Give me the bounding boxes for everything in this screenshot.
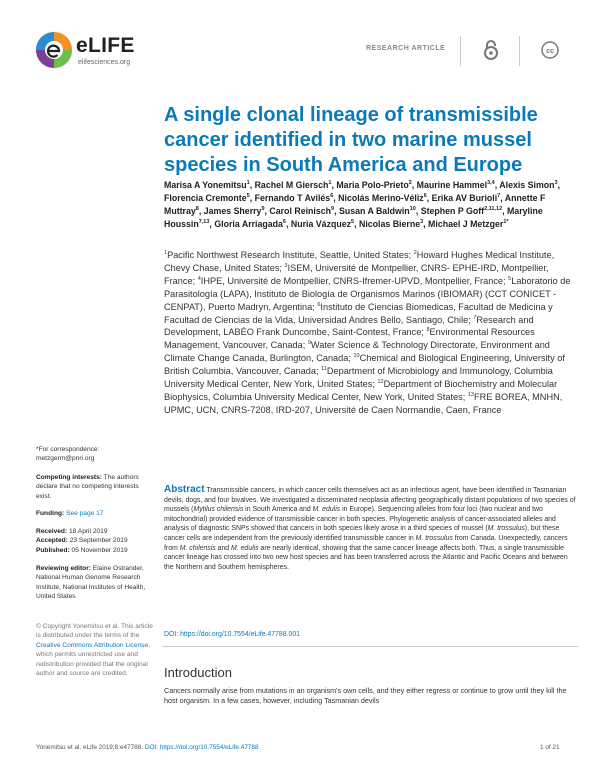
correspondence-email[interactable]: metzgerm@pnri.org [36, 455, 95, 463]
affiliation-text: Department of Biochemistry and Molecular Biophysics, Columbia University Medical Center, New York, United States; [164, 379, 558, 402]
accepted-date: 23 September 2019 [67, 537, 128, 545]
affiliation-list [164, 249, 574, 417]
introduction-text: Cancers normally arise from mutations in an organism's own cells, and they either regress or continue to grow until they kill the host organism. In a few cases, however, including Tasmanian devils [164, 686, 567, 706]
section-heading-introduction: Introduction [164, 665, 232, 680]
affiliation-number: 11 [321, 366, 327, 373]
author-affiliation-marker: 6 [282, 218, 286, 225]
article-type-label: RESEARCH ARTICLE [366, 45, 446, 52]
author-name[interactable]: Stephen P Goff [420, 205, 485, 216]
author-name[interactable]: James Sherry [203, 205, 262, 216]
competing-interests-text: The authors declare that no competing interests exist. [36, 474, 139, 500]
abstract-text: in Europe). Sequencing alleles from four loci (two nuclear and two mitochondrial) provided evidence of transmissible cancer in both species. Phylogenetic analysis of cancer-associated alleles and analysis of diagnostic SNPs showed that cancers in both species likely arose in a third species of mussel ( [164, 506, 556, 533]
affiliation-number: 12 [377, 379, 384, 385]
copyright-block [36, 622, 154, 678]
page-number: 1 of 21 [540, 744, 560, 751]
affiliation-text: ISEM, Université de Montpellier, CNRS- EPHE-IRD, Montpellier, France; [164, 262, 549, 286]
species-name: Mytilus chilensis [193, 506, 244, 514]
author-affiliation-marker: 6 [330, 192, 334, 199]
elife-logo[interactable] [34, 28, 144, 70]
author-affiliation-marker: 3 [420, 218, 424, 225]
published-date: 05 November 2019 [69, 546, 128, 554]
author-name[interactable]: Maryline Houssin [164, 205, 543, 229]
correspondence-block [36, 445, 154, 464]
author-name[interactable]: Florencia Cremonte [164, 192, 247, 203]
header-divider [519, 36, 520, 66]
author-affiliation-marker: 9 [261, 205, 265, 212]
elife-logo-icon [34, 30, 74, 70]
affiliation-text: FRE BOREA, MNHN, UPMC, UCN, CNRS-7208, IRD-207, Université de Caen Normandie, Caen, France [164, 391, 563, 415]
affiliation-text: Water Science & Technology Directorate, Environment and Climate Change Canada, Burlington, Canada; [164, 340, 550, 364]
affiliation-number: 7 [473, 314, 477, 321]
accepted-label: Accepted: [36, 537, 68, 545]
affiliation-text: Howard Hughes Medical Institute, Chevy Chase, United States; [164, 250, 555, 273]
affiliation-number: 13 [467, 391, 474, 398]
affiliation-number: 10 [353, 353, 360, 360]
abstract-text: from Canada. Unexpectedly, cancers from [164, 534, 568, 552]
affiliation-number: 8 [426, 327, 430, 334]
competing-interests-block [36, 473, 154, 501]
affiliation-text: Laboratorio de Parasitología (LAPA), Instituto de Biología de Organismos Marinos (IBIOMAR) (CCT CONICET - CENPAT), Puerto Madryn, Argentina; [164, 275, 571, 312]
author-name[interactable]: Nicolás Merino-Véliz [338, 192, 424, 203]
species-name: M. chilensis [179, 544, 216, 552]
author-name[interactable]: Maurine Hammel [416, 180, 488, 190]
reviewing-editor-text: Elaine Ostrander, National Human Genome Research Institute, National Institutes of Health, United States [36, 565, 146, 601]
header-divider [460, 36, 461, 66]
funding-block [36, 509, 154, 518]
abstract-text: in South America and [243, 506, 313, 514]
species-name: M. edulis [231, 544, 259, 552]
author-affiliation-marker: 2,11,12 [484, 205, 503, 212]
affiliation-text: IHPE, Université de Montpellier, CNRS-Ifremer-UPVD, Montpellier, France; [200, 275, 509, 286]
article-title: A single clonal lineage of transmissible cancer identified in two marine mussel species in South America and Europe [164, 104, 538, 176]
abstract-text: and [215, 544, 232, 552]
affiliation-text: Department of Microbiology and Immunology, Columbia University Medical Center, New York, United States; [164, 366, 553, 390]
affiliation-number: 3 [284, 262, 288, 269]
author-name[interactable]: Maria Polo-Prieto [336, 180, 409, 190]
author-affiliation-marker: 9 [331, 205, 335, 212]
author-affiliation-marker: 3,4 [487, 180, 495, 187]
author-affiliation-marker: 7,13 [198, 218, 210, 225]
species-name: M. edulis [312, 506, 341, 514]
svg-text:cc: cc [546, 47, 554, 55]
footer-citation [36, 744, 259, 751]
author-affiliation-marker: 8 [195, 205, 199, 212]
author-name[interactable]: Alexis Simon [499, 180, 555, 190]
elife-logo-text: eLIFE [76, 34, 135, 57]
elife-url[interactable]: elifesciences.org [78, 59, 131, 66]
author-name[interactable]: Gloria Arriagada [214, 218, 283, 229]
author-affiliation-marker: 6 [423, 192, 427, 199]
funding-label: Funding: [36, 510, 65, 517]
author-affiliation-marker: 10 [409, 205, 416, 212]
author-name[interactable]: Annette F Muttray [164, 192, 546, 216]
creative-commons-icon [541, 41, 559, 59]
abstract-text: ), but these cancer cells are independent from the previously identified transmissible cancer in [164, 525, 560, 542]
author-name[interactable]: Carol Reinisch [269, 205, 332, 216]
received-date: 18 April 2019 [67, 528, 108, 535]
author-name[interactable]: Susan A Baldwin [338, 205, 410, 216]
correspondence-label: *For correspondence: [36, 446, 100, 453]
abstract-doi-link[interactable]: DOI: https://doi.org/10.7554/eLife.47788.001 [164, 631, 300, 638]
affiliation-text: Research and Development, LABÉO Frank Duncombe, Saint-Contest, France; [164, 314, 534, 338]
published-label: Published: [36, 546, 70, 554]
affiliation-text: Pacific Northwest Research Institute, Seattle, United States; [167, 250, 414, 260]
affiliation-text: Chemical and Biological Engineering, University of British Columbia, Vancouver, Canada; [164, 353, 565, 377]
author-affiliation-marker: 1* [503, 218, 509, 225]
author-name[interactable]: Erika AV Burioli [431, 192, 498, 203]
author-name[interactable]: Marisa A Yonemitsu [164, 180, 247, 190]
funding-link[interactable]: See page 17 [66, 510, 104, 517]
affiliation-number: 5 [508, 275, 512, 282]
reviewing-editor-label: Reviewing editor: [36, 565, 91, 572]
author-affiliation-marker: 3 [554, 180, 558, 187]
author-affiliation-marker: 1 [246, 180, 250, 187]
copyright-text: © Copyright Yonemitsu et al. This article is distributed under the terms of the [36, 623, 153, 640]
dates-block [36, 527, 154, 555]
species-name: M. trossulus [415, 534, 453, 542]
author-affiliation-marker: 2 [408, 180, 412, 187]
affiliation-number: 6 [317, 301, 321, 308]
abstract [164, 485, 576, 572]
competing-interests-label: Competing interests: [36, 474, 102, 481]
author-name[interactable]: Michael J Metzger [428, 218, 504, 229]
affiliation-number: 4 [197, 275, 201, 282]
footer-doi-link[interactable]: DOI: https://doi.org/10.7554/eLife.47788 [144, 744, 259, 751]
author-affiliation-marker: 5 [246, 192, 250, 199]
affiliation-text: Instituto de Ciencias Biomedicas, Facultad de Medicina y Facultad de Ciencias de la Vida, Universidad Andres Bello, Santiago, Chile; [164, 301, 553, 325]
author-affiliation-marker: 1 [328, 180, 332, 187]
author-affiliation-marker: 5 [351, 218, 355, 225]
open-access-icon [482, 39, 500, 61]
author-name[interactable]: Rachel M Giersch [254, 180, 329, 190]
affiliation-number: 1 [164, 249, 168, 256]
cc-license-link[interactable]: Creative Commons Attribution License, [36, 641, 150, 649]
abstract-text: Transmissible cancers, in which cancer cells themselves act as an infectious agent, have been identified in Tasmanian devils, dogs, and four bivalves. We investigated a disseminated neoplasia affecting geographically distant populations of two species of mussels ( [164, 487, 576, 514]
received-label: Received: [36, 528, 68, 535]
footer-citation-text: Yonemitsu et al. eLife 2019;8:e47788. [36, 744, 145, 751]
author-list: Marisa A Yonemitsu$^1$, Rachel M Giersch$^1$, Maria Polo-Prieto$^2$, Maurine Hammel$^{3,4}$, Alexis Simon$^3$, Florencia Cremonte$^5$, Fernando T Avilés$^6$, Nicolás Merino-Véliz$^6$, Erika AV Burioli$^7$, Annette F Muttray$^8$, James Sherry$^9$, Carol Reinisch$^9$, Susan A Baldwin$^{10}$, Stephen P Goff$^{2,11,12}$, Maryline Houssin$^{7,13}$, Gloria Arriagada$^6$, Nuria Vázquez$^5$, Nicolas Bierne$^3$, Michael J Metzger$^{1*}$ [164, 180, 561, 229]
author-name[interactable]: Nuria Vázquez [290, 218, 352, 229]
copyright-text-end: which permits unrestricted use and redistribution provided that the original author and source are credited. [36, 651, 148, 678]
affiliation-text: Environmental Resources Management, Vancouver, Canada; [164, 327, 535, 351]
author-affiliation-marker: 7 [497, 192, 501, 199]
affiliation-number: 9 [307, 340, 311, 347]
abstract-text: are nearly identical, showing that the same cancer lineage affects both. Thus, a single transmissible cancer lineage has crossed into two new host species and has been transferred across the Atlantic and Pacific Oceans and between the Northern and Southern hemispheres. [164, 544, 568, 571]
author-name[interactable]: Fernando T Avilés [254, 192, 331, 203]
abstract-label: Abstract [164, 484, 205, 495]
reviewing-editor-block [36, 564, 154, 602]
author-name[interactable]: Nicolas Bierne [358, 218, 421, 229]
affiliation-number: 2 [413, 249, 417, 256]
species-name: M. trossulus [487, 525, 525, 533]
